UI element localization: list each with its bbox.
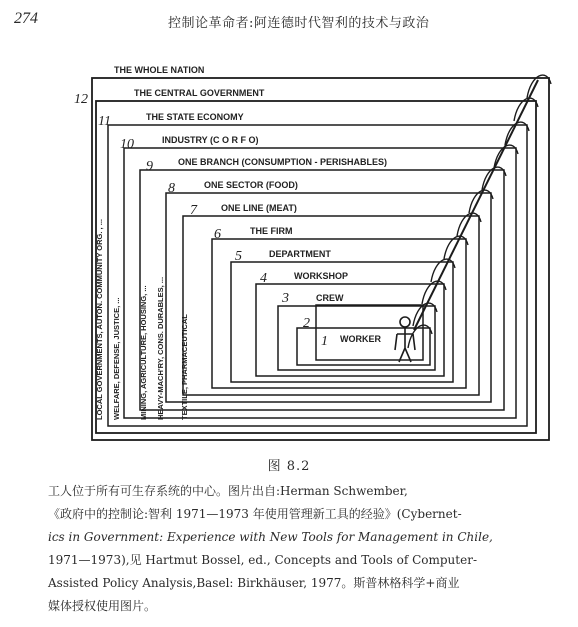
level-number: 10 [120, 137, 134, 152]
level-side-label: WELFARE, DEFENSE, JUSTICE, ... [112, 297, 121, 420]
level-label: THE WHOLE NATION [114, 65, 205, 75]
level-9 [140, 157, 506, 420]
level-number: 5 [235, 249, 242, 264]
caption-line: 工人位于所有可生存系统的中心。图片出自:Herman Schwember, [48, 484, 408, 498]
level-label: THE CENTRAL GOVERNMENT [134, 88, 265, 98]
level-label: ONE BRANCH (CONSUMPTION - PERISHABLES) [178, 157, 388, 167]
figure-caption-title: 图 8.2 [267, 459, 311, 474]
level-number: 4 [260, 271, 267, 286]
level-side-label: HEAVY-MACH'RY, CONS. DURABLES, ... [156, 276, 165, 420]
level-3 [278, 291, 437, 370]
page-number: 274 [14, 10, 38, 27]
level-label: THE STATE ECONOMY [146, 112, 244, 122]
level-label: WORKER [340, 334, 381, 344]
level-number: 11 [98, 114, 111, 129]
level-number: 1 [321, 334, 328, 349]
level-side-label: LOCAL GOVERNMENTS, AUTON. COMMUNITY ORG. , ... [95, 219, 104, 420]
level-number: 6 [214, 227, 221, 242]
level-label: INDUSTRY (C O R F O) [162, 135, 259, 145]
level-label: THE FIRM [250, 226, 293, 236]
level-side-label: TEXTILE, PHARMACEUTICAL [180, 314, 189, 420]
figure-caption [48, 480, 556, 618]
level-label: ONE LINE (MEAT) [221, 203, 297, 213]
level-label: ONE SECTOR (FOOD) [204, 180, 298, 190]
level-label: DEPARTMENT [269, 249, 331, 259]
caption-line: 1971—1973),见 Hartmut Bossel, ed., Concepts and Tools of Computer- [48, 553, 478, 567]
caption-line: Assisted Policy Analysis,Basel: Birkhäuser, 1977。斯普林格科学+商业 [48, 576, 460, 590]
level-number: 8 [168, 181, 175, 196]
level-number: 9 [146, 159, 153, 174]
level-number: 2 [303, 316, 310, 331]
level-number: 3 [282, 291, 289, 306]
caption-line: ics in Government: Experience with New Tools for Management in Chile, [48, 530, 493, 544]
level-number: 12 [74, 92, 88, 107]
level-label: CREW [316, 293, 344, 303]
level-label: WORKSHOP [294, 271, 348, 281]
caption-line: 媒体授权使用图片。 [48, 599, 157, 613]
level-side-label: MINING, AGRICULTURE, HOUSING, ... [139, 285, 148, 420]
connector-line [414, 80, 538, 330]
worker-icon [395, 317, 415, 362]
running-title: 控制论革命者:阿连德时代智利的技术与政治 [168, 16, 430, 31]
level-number: 7 [190, 203, 197, 218]
caption-line: 《政府中的控制论:智利 1971—1973 年使用管理新工具的经验》(Cybernet- [48, 507, 462, 521]
